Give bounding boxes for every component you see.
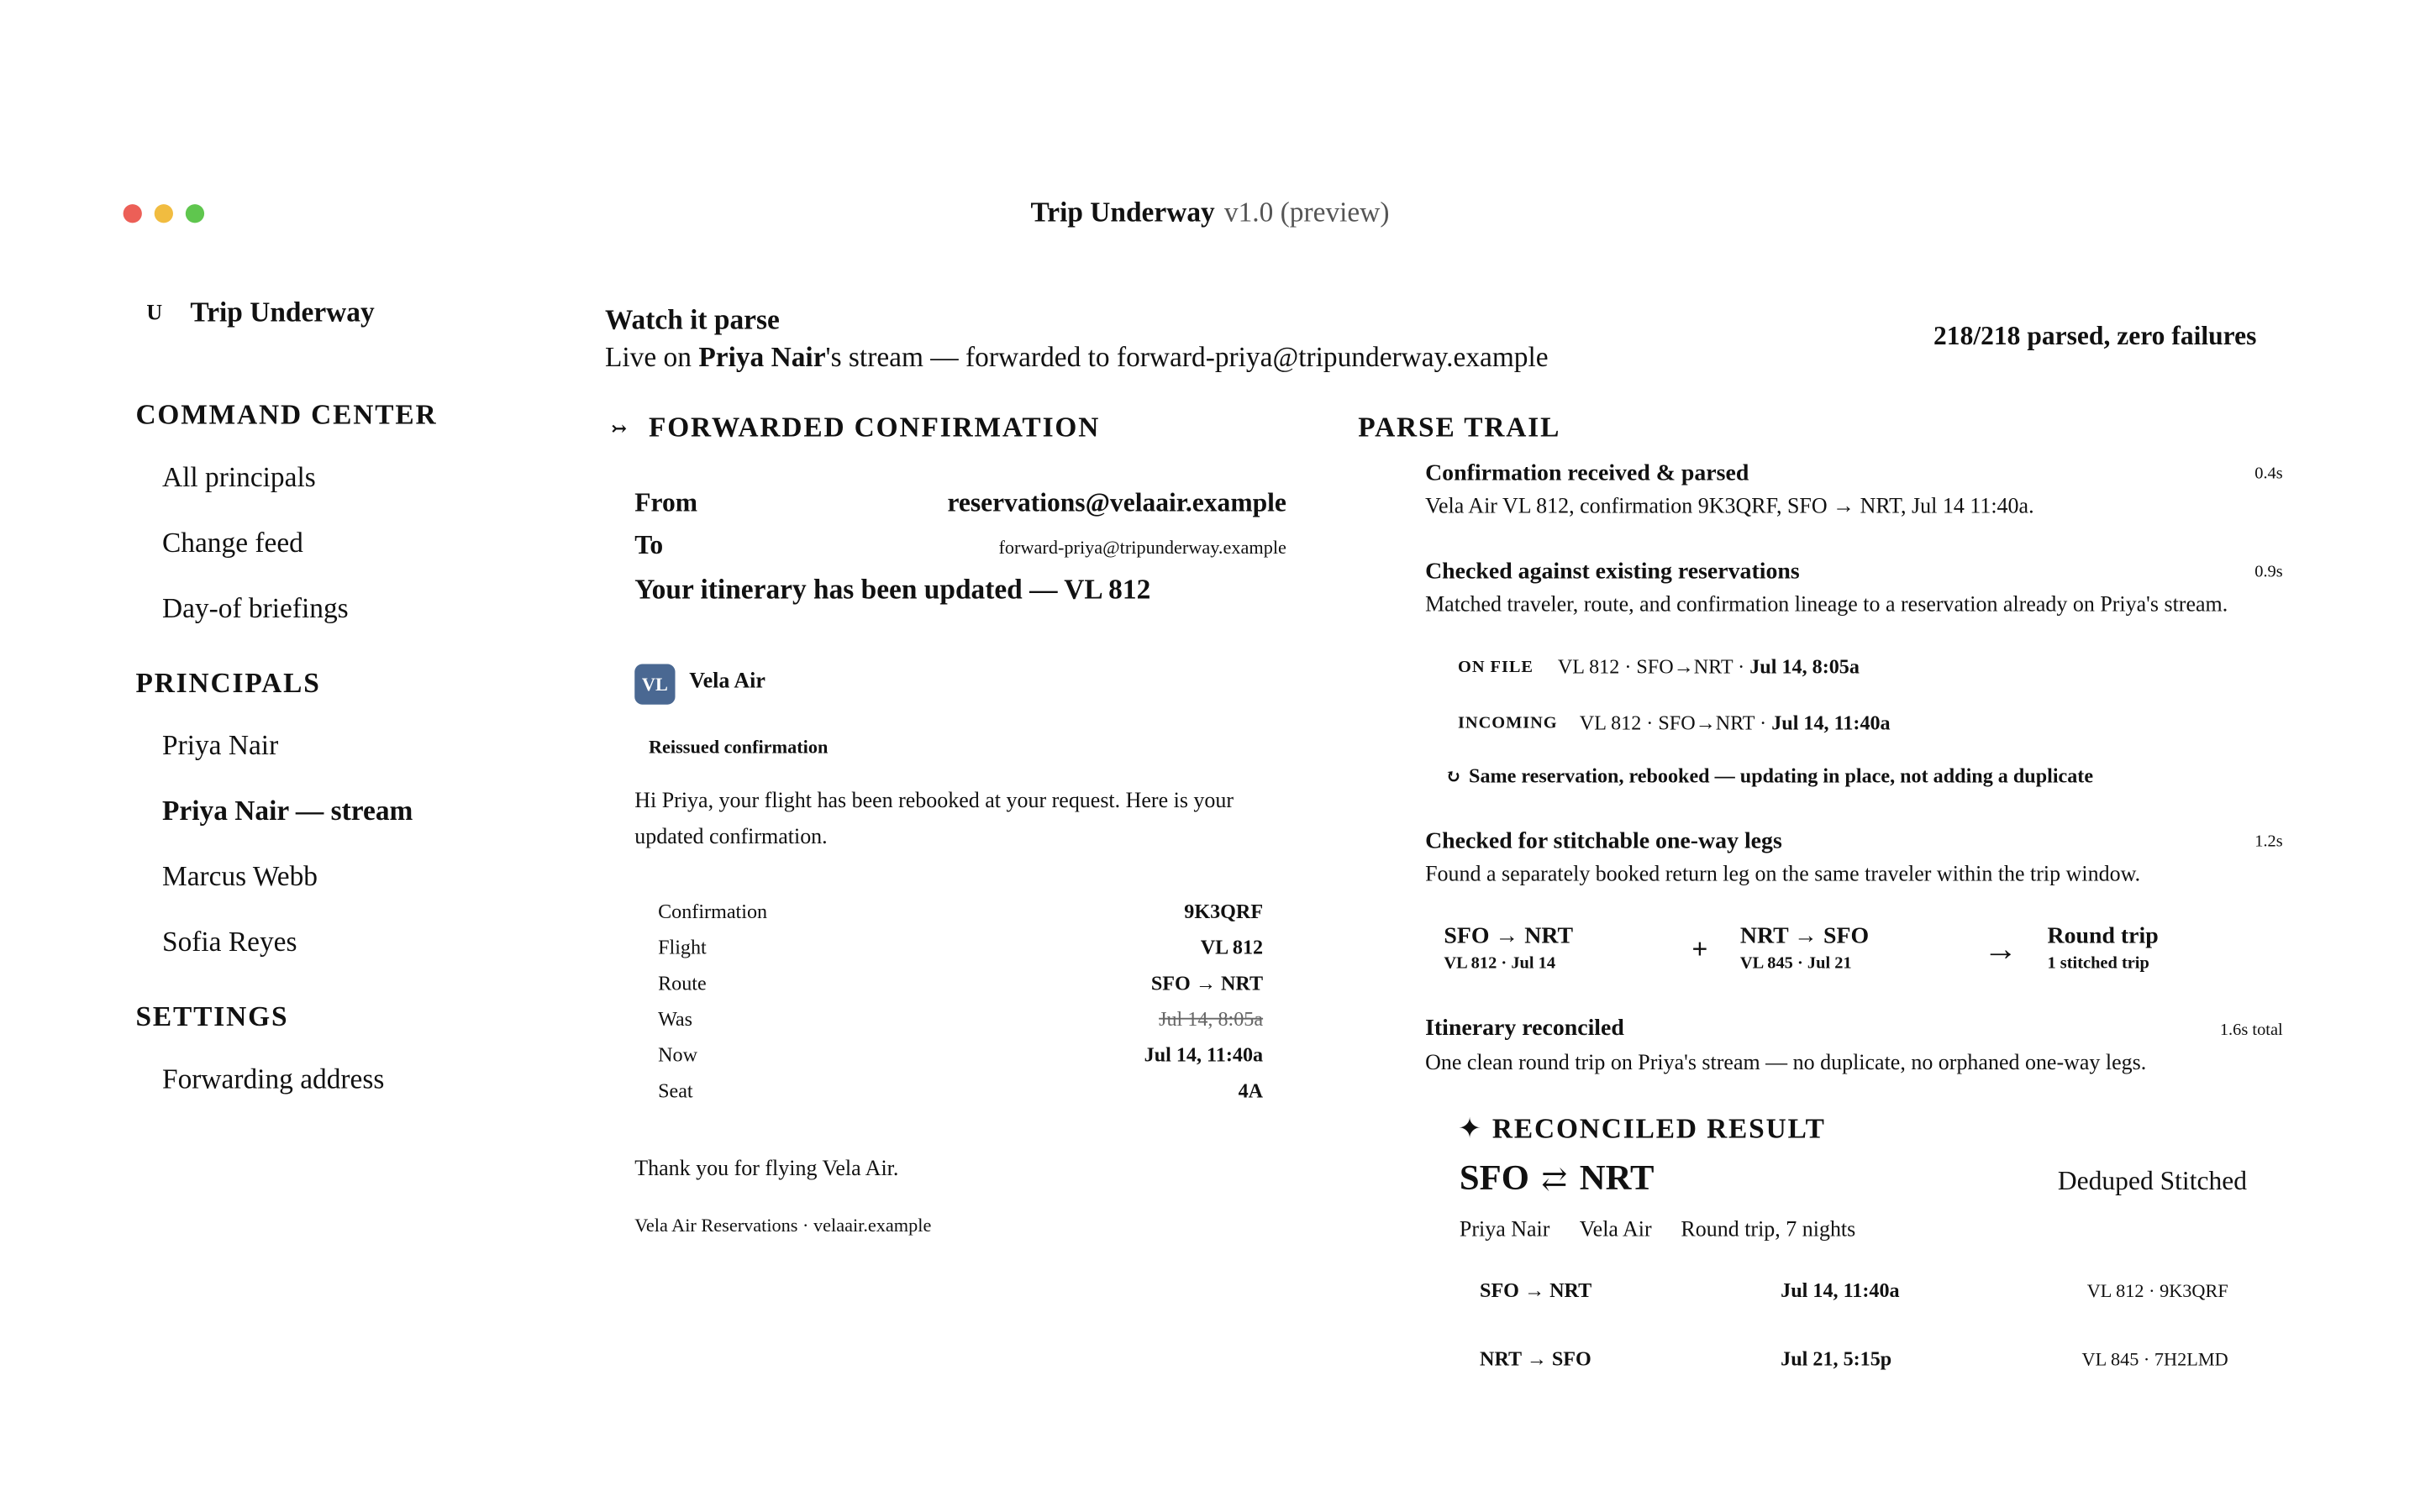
tag-deduped: Deduped xyxy=(2057,1166,2154,1196)
result-leg2-route: NRT → SFO xyxy=(1480,1347,1591,1371)
stitch-leg1-route: SFO → NRT xyxy=(1444,924,1574,950)
email-body: Hi Priya, your flight has been rebooked at your request. Here is your updated confirmation. xyxy=(634,790,1234,850)
parse-trail-heading: PARSE TRAIL xyxy=(1358,411,1561,444)
forward-icon: ↣ xyxy=(611,417,628,440)
detail-value-route: SFO → NRT xyxy=(1150,971,1264,995)
step-time-stitchable: 1.2s xyxy=(2254,832,2283,852)
email-tag: Reissued confirmation xyxy=(648,735,829,758)
page-subtitle xyxy=(605,341,1549,374)
window-title xyxy=(0,197,2420,229)
vela-air-logo: VL xyxy=(634,664,675,705)
step-desc-checked-existing: Matched traveler, route, and confirmation lineage to a reservation already on Priya's stream. xyxy=(1425,594,2228,617)
detail-value-was: Jul 14, 8:05a xyxy=(1159,1006,1264,1031)
brand-logo-icon: U xyxy=(146,302,163,326)
stitch-result-detail: 1 stitched trip xyxy=(2047,953,2149,973)
on-file-prefix: VL 812 · SFO→NRT · xyxy=(1557,654,1750,679)
result-leg1-route: SFO → NRT xyxy=(1480,1278,1592,1302)
sidebar-heading-principals: PRINCIPALS xyxy=(135,667,321,699)
sidebar-heading-command-center: COMMAND CENTER xyxy=(135,399,438,431)
email-closing: Thank you for flying Vela Air. xyxy=(634,1158,899,1182)
detail-value-confirmation: 9K3QRF xyxy=(1184,899,1264,923)
result-meta-trip: Round trip, 7 nights xyxy=(1681,1219,1856,1242)
detail-value-now: Jul 14, 11:40a xyxy=(1144,1042,1264,1067)
email-subject: Your itinerary has been updated — VL 812 xyxy=(634,573,1151,605)
detail-value-flight: VL 812 xyxy=(1200,935,1264,959)
email-sender-name: Vela Air xyxy=(689,669,765,694)
sidebar-item-priya-nair-stream[interactable]: Priya Nair — stream xyxy=(161,795,413,827)
detail-label-seat: Seat xyxy=(658,1079,693,1102)
email-from-label: From xyxy=(634,487,698,518)
reconciled-result-heading: RECONCILED RESULT xyxy=(1491,1112,1826,1145)
result-leg2-time: Jul 21, 5:15p xyxy=(1781,1347,1892,1371)
step-title-received: Confirmation received & parsed xyxy=(1425,461,1749,486)
sidebar-item-forwarding-address[interactable]: Forwarding address xyxy=(161,1063,385,1095)
incoming-label: INCOMING xyxy=(1458,713,1558,733)
plus-icon: + xyxy=(1691,933,1708,965)
result-meta-principal: Priya Nair xyxy=(1459,1219,1550,1242)
result-leg1-time: Jul 14, 11:40a xyxy=(1781,1278,1900,1302)
sidebar-item-sofia-reyes[interactable]: Sofia Reyes xyxy=(161,926,297,958)
subtitle-prefix: Live on xyxy=(605,341,699,373)
detail-value-seat: 4A xyxy=(1238,1079,1264,1102)
stitch-leg2-detail: VL 845 · Jul 21 xyxy=(1739,953,1852,973)
result-leg2-code: VL 845 · 7H2LMD xyxy=(2081,1348,2228,1371)
stitch-leg1-detail: VL 812 · Jul 14 xyxy=(1444,953,1556,973)
refresh-icon: ↻ xyxy=(1445,765,1461,788)
arrow-right-icon: → xyxy=(1983,928,2018,969)
step-desc-reconciled: One clean round trip on Priya's stream — no duplicate, no orphaned one-way legs. xyxy=(1425,1052,2147,1076)
result-route xyxy=(1460,1158,1655,1199)
forwarded-confirmation-heading: FORWARDED CONFIRMATION xyxy=(648,411,1101,444)
detail-label-confirmation: Confirmation xyxy=(658,899,768,923)
step-time-checked-existing: 0.9s xyxy=(2254,562,2283,582)
step-desc-stitchable: Found a separately booked return leg on the same traveler within the trip window. xyxy=(1425,864,2141,887)
step-title-stitchable: Checked for stitchable one-way legs xyxy=(1425,829,1782,854)
subtitle-suffix: 's stream — forwarded to forward-priya@tripunderway.example xyxy=(825,341,1549,373)
incoming-prefix: VL 812 · SFO→NRT · xyxy=(1579,711,1772,735)
incoming-value xyxy=(1580,711,1891,736)
detail-label-was: Was xyxy=(658,1006,693,1031)
on-file-value xyxy=(1558,654,1860,680)
step-desc-received: Vela Air VL 812, confirmation 9K3QRF, SFO → NRT, Jul 14 11:40a. xyxy=(1425,496,2034,519)
swap-icon: ⇄ xyxy=(1541,1163,1568,1198)
step-title-checked-existing: Checked against existing reservations xyxy=(1425,559,1800,585)
sidebar-item-day-of-briefings[interactable]: Day-of briefings xyxy=(161,592,349,624)
detail-label-route: Route xyxy=(658,971,707,995)
dedupe-note: Same reservation, rebooked — updating in place, not adding a duplicate xyxy=(1469,764,2094,788)
tag-stitched: Stitched xyxy=(2160,1166,2248,1196)
step-time-reconciled: 1.6s total xyxy=(2219,1021,2283,1040)
window-version: v1.0 (preview) xyxy=(1223,196,1390,228)
email-to-value: forward-priya@tripunderway.example xyxy=(998,536,1286,559)
result-leg1-code: VL 812 · 9K3QRF xyxy=(2086,1279,2228,1302)
sidebar-item-change-feed[interactable]: Change feed xyxy=(161,527,303,559)
parse-stat: 218/218 parsed, zero failures xyxy=(1933,321,2257,351)
result-route-from: SFO xyxy=(1459,1158,1529,1198)
on-file-time: Jul 14, 8:05a xyxy=(1749,654,1860,679)
page-title: Watch it parse xyxy=(605,303,780,335)
stitch-leg2-route: NRT → SFO xyxy=(1739,924,1870,950)
email-from-value: reservations@velaair.example xyxy=(947,487,1286,518)
detail-label-flight: Flight xyxy=(658,935,707,959)
sidebar-item-priya-nair[interactable]: Priya Nair xyxy=(161,729,279,761)
result-route-to: NRT xyxy=(1579,1158,1655,1198)
email-to-label: To xyxy=(634,529,664,560)
result-meta-airline: Vela Air xyxy=(1579,1219,1652,1242)
stitch-result-title: Round trip xyxy=(2047,924,2159,950)
detail-label-now: Now xyxy=(658,1042,698,1067)
window-title-name: Trip Underway xyxy=(1030,196,1215,228)
step-time-received: 0.4s xyxy=(2254,464,2283,484)
step-title-reconciled: Itinerary reconciled xyxy=(1425,1016,1624,1042)
email-footer: Vela Air Reservations · velaair.example xyxy=(634,1214,932,1236)
sidebar-brand[interactable]: Trip Underway xyxy=(190,296,375,328)
sparkle-icon: ✦ xyxy=(1458,1112,1482,1145)
on-file-label: ON FILE xyxy=(1458,658,1534,677)
subtitle-principal-name: Priya Nair xyxy=(698,341,826,373)
result-tags xyxy=(1949,1166,2247,1197)
sidebar-item-marcus-webb[interactable]: Marcus Webb xyxy=(161,860,318,892)
sidebar-heading-settings: SETTINGS xyxy=(135,1000,289,1032)
sidebar-item-all-principals[interactable]: All principals xyxy=(161,461,316,493)
incoming-time: Jul 14, 11:40a xyxy=(1771,711,1891,735)
